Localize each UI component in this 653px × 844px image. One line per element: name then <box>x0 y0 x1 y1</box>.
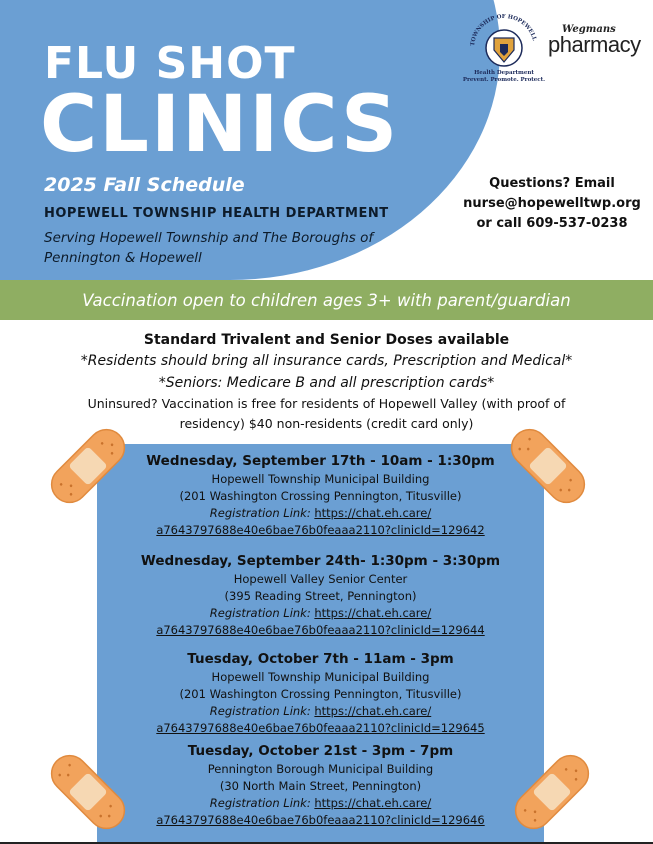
registration-label: Registration Link: <box>209 796 311 810</box>
clinic-address: (30 North Main Street, Pennington) <box>219 779 422 793</box>
contact-block <box>452 174 652 234</box>
clinic-date: Tuesday, October 7th - 11am - 3pm <box>187 651 454 667</box>
registration-link[interactable]: https://chat.eh.care/ <box>314 796 432 810</box>
contact-email[interactable]: nurse@hopewelltwp.org <box>463 196 641 211</box>
registration-label: Registration Link: <box>209 606 311 620</box>
partner-name: pharmacy <box>548 32 641 57</box>
clinic-2 <box>97 551 544 639</box>
clinic-date: Tuesday, October 21st - 3pm - 7pm <box>187 743 454 759</box>
title-flu-shot: FLU SHOT <box>44 38 296 89</box>
department-name: HOPEWELL TOWNSHIP HEALTH DEPARTMENT <box>44 206 389 221</box>
registration-link[interactable]: https://chat.eh.care/ <box>314 704 432 718</box>
registration-link[interactable]: https://chat.eh.care/ <box>314 506 432 520</box>
registration-label: Registration Link: <box>209 704 311 718</box>
clinic-place: Hopewell Valley Senior Center <box>233 572 408 586</box>
registration-link-id[interactable]: a7643797688e40e6bae76b0feaaa2110?clinicId=129644 <box>156 623 485 637</box>
bring-cards-note: *Residents should bring all insurance cards, Prescription and Medical* <box>80 353 573 369</box>
registration-link-id[interactable]: a7643797688e40e6bae76b0feaaa2110?clinicId=129646 <box>156 813 485 827</box>
clinic-place: Pennington Borough Municipal Building <box>207 762 434 776</box>
title-clinics: CLINICS <box>40 80 400 170</box>
bandage-icon <box>40 744 136 840</box>
registration-link-id[interactable]: a7643797688e40e6bae76b0feaaa2110?clinicId=129642 <box>156 523 485 537</box>
clinic-address: (201 Washington Crossing Pennington, Titusville) <box>179 489 462 503</box>
clinic-address: (395 Reading Street, Pennington) <box>224 589 417 603</box>
seal-top-text: TOWNSHIP OF HOPEWELL <box>470 13 538 47</box>
seal-tagline-text: Prevent. Promote. Protect. <box>462 77 546 83</box>
clinic-address: (201 Washington Crossing Pennington, Titusville) <box>179 687 462 701</box>
seniors-note: *Seniors: Medicare B and all prescription cards* <box>158 375 495 391</box>
clinic-3 <box>97 649 544 737</box>
serving-text: Serving Hopewell Township and The Boroughs of Pennington & Hopewell <box>44 230 374 266</box>
contact-question: Questions? Email <box>489 176 615 191</box>
children-banner-text: Vaccination open to children ages 3+ with parent/guardian <box>82 290 571 310</box>
registration-label: Registration Link: <box>209 506 311 520</box>
township-seal-logo <box>456 8 552 84</box>
clinic-date: Wednesday, September 24th- 1:30pm - 3:30pm <box>140 553 501 569</box>
clinic-place: Hopewell Township Municipal Building <box>211 670 430 684</box>
contact-phone[interactable]: or call 609-537-0238 <box>476 216 628 231</box>
registration-link-id[interactable]: a7643797688e40e6bae76b0feaaa2110?clinicId=129645 <box>156 721 485 735</box>
bandage-icon <box>40 418 136 514</box>
clinic-date: Wednesday, September 17th - 10am - 1:30pm <box>146 453 495 469</box>
children-banner <box>0 280 653 320</box>
clinic-place: Hopewell Township Municipal Building <box>211 472 430 486</box>
clinic-4 <box>97 741 544 829</box>
schedule-subtitle: 2025 Fall Schedule <box>44 174 245 196</box>
seal-dept-text: Health Department <box>474 70 534 76</box>
clinic-1 <box>97 451 544 539</box>
registration-link[interactable]: https://chat.eh.care/ <box>314 606 432 620</box>
uninsured-note: Uninsured? Vaccination is free for residents of Hopewell Valley (with proof of residency) $40 non-residents (credit card only) <box>87 396 566 431</box>
wegmans-pharmacy-logo <box>548 24 648 55</box>
bandage-icon <box>500 418 596 514</box>
partner-brand: Wegmans <box>562 24 616 35</box>
doses-available: Standard Trivalent and Senior Doses available <box>143 332 510 348</box>
bandage-icon <box>504 744 600 840</box>
